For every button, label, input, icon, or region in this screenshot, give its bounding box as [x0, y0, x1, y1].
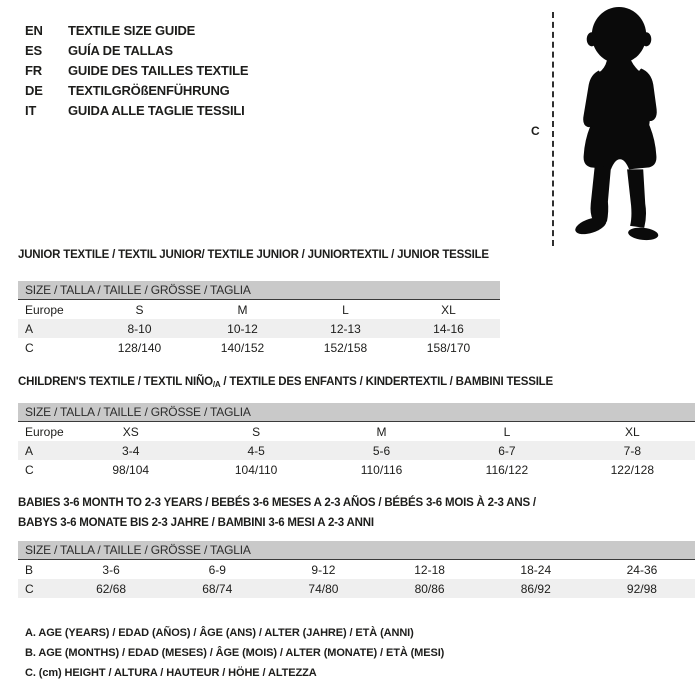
language-row-de — [25, 80, 248, 100]
age-cell: 14-16 — [433, 321, 464, 336]
babies-table-title — [18, 493, 536, 533]
height-cell: 104/110 — [234, 462, 278, 477]
table-row — [18, 300, 500, 319]
children-size-table — [18, 403, 695, 479]
size-cell: XS — [122, 424, 139, 439]
children-title-subscript: /A — [212, 380, 221, 389]
legend-line-a: A. AGE (YEARS) / EDAD (AÑOS) / ÂGE (ANS) / ALTER (JAHRE) / ETÀ (ANNI) — [25, 627, 414, 639]
toddler-silhouette-icon — [558, 6, 680, 248]
guide-title-it: GUIDA ALLE TAGLIE TESSILI — [68, 102, 245, 118]
table-row — [18, 441, 695, 460]
height-cell: 74/80 — [308, 581, 339, 596]
age-cell: 12-18 — [414, 562, 445, 577]
size-cell: XL — [441, 302, 456, 317]
age-cell: 10-12 — [227, 321, 258, 336]
age-cell: 24-36 — [626, 562, 658, 577]
age-cell: 18-24 — [520, 562, 552, 577]
babies-size-table — [18, 541, 695, 598]
height-measure-dashed-line — [552, 12, 554, 246]
table-row — [18, 422, 695, 441]
height-cell: 68/74 — [202, 581, 233, 596]
age-cell: 6-7 — [498, 443, 516, 458]
language-row-fr — [25, 60, 248, 80]
age-cell: 4-5 — [247, 443, 265, 458]
height-cell: 116/122 — [485, 462, 529, 477]
children-size-header: SIZE / TALLA / TAILLE / GRÖSSE / TAGLIA — [18, 403, 695, 422]
height-cell: 152/158 — [323, 340, 368, 355]
height-cell: 62/68 — [96, 581, 127, 596]
babies-size-header: SIZE / TALLA / TAILLE / GRÖSSE / TAGLIA — [18, 541, 695, 560]
language-code: ES — [25, 42, 42, 58]
size-cell: S — [135, 302, 144, 317]
age-cell: 3-6 — [102, 562, 120, 577]
row-label: Europe — [25, 424, 64, 439]
row-label: A — [25, 321, 34, 336]
height-cell: 80/86 — [414, 581, 445, 596]
babies-title-line1: BABIES 3-6 MONTH TO 2-3 YEARS / BEBÉS 3-6 MESES A 2-3 AÑOS / BÉBÉS 3-6 MOIS À 2-3 ANS / — [18, 497, 536, 509]
height-cell: 140/152 — [220, 340, 265, 355]
language-code: IT — [25, 102, 37, 118]
row-label: B — [25, 562, 34, 577]
age-cell: 12-13 — [330, 321, 361, 336]
table-row — [18, 460, 695, 479]
language-code: FR — [25, 62, 42, 78]
height-cell: 86/92 — [520, 581, 551, 596]
size-cell: L — [503, 424, 511, 439]
table-row — [18, 579, 695, 598]
language-code: DE — [25, 82, 43, 98]
size-cell: M — [376, 424, 387, 439]
height-cell: 122/128 — [610, 462, 655, 477]
size-cell: XL — [624, 424, 640, 439]
guide-title-en: TEXTILE SIZE GUIDE — [68, 22, 196, 38]
height-cell: 128/140 — [117, 340, 162, 355]
age-cell: 8-10 — [127, 321, 152, 336]
guide-title-de: TEXTILGRÖßENFÜHRUNG — [68, 82, 230, 98]
language-title-list — [25, 20, 248, 120]
guide-title-es: GUÍA DE TALLAS — [68, 42, 173, 58]
measurement-legend — [25, 627, 444, 687]
age-cell: 3-4 — [122, 443, 140, 458]
language-code: EN — [25, 22, 43, 38]
height-cell: 98/104 — [112, 462, 150, 477]
row-label: C — [25, 462, 34, 477]
row-label: C — [25, 340, 34, 355]
row-label: Europe — [25, 302, 64, 317]
measure-c-label: C — [531, 124, 540, 138]
table-row — [18, 560, 695, 579]
age-cell: 9-12 — [311, 562, 336, 577]
children-title-pre: CHILDREN'S TEXTILE / TEXTIL NIÑO — [18, 376, 213, 388]
size-cell: L — [342, 302, 349, 317]
junior-table-title: JUNIOR TEXTILE / TEXTIL JUNIOR/ TEXTILE JUNIOR / JUNIORTEXTIL / JUNIOR TESSILE — [18, 249, 489, 261]
guide-title-fr: GUIDE DES TAILLES TEXTILE — [68, 62, 249, 78]
table-row — [18, 338, 500, 357]
children-title-post: / TEXTILE DES ENFANTS / KINDERTEXTIL / BAMBINI TESSILE — [220, 376, 553, 388]
age-cell: 6-9 — [208, 562, 226, 577]
legend-line-b: B. AGE (MONTHS) / EDAD (MESES) / ÂGE (MOIS) / ALTER (MONATE) / ETÀ (MESI) — [25, 647, 445, 659]
babies-title-line2: BABYS 3-6 MONATE BIS 2-3 JAHRE / BAMBINI 3-6 MESI A 2-3 ANNI — [18, 517, 374, 529]
language-row-en — [25, 20, 248, 40]
junior-size-header: SIZE / TALLA / TAILLE / GRÖSSE / TAGLIA — [18, 281, 500, 300]
row-label: C — [25, 581, 34, 596]
junior-size-table — [18, 281, 500, 357]
height-cell: 110/116 — [360, 462, 403, 477]
language-row-es — [25, 40, 248, 60]
size-cell: S — [252, 424, 261, 439]
size-cell: M — [237, 302, 248, 317]
age-cell: 7-8 — [623, 443, 641, 458]
age-cell: 5-6 — [372, 443, 391, 458]
height-cell: 92/98 — [626, 581, 657, 596]
children-table-title — [18, 376, 553, 389]
legend-line-c: C. (cm) HEIGHT / ALTURA / HAUTEUR / HÖHE / ALTEZZA — [25, 667, 317, 679]
row-label: A — [25, 443, 34, 458]
table-row — [18, 319, 500, 338]
language-row-it — [25, 100, 248, 120]
height-cell: 158/170 — [426, 340, 471, 355]
